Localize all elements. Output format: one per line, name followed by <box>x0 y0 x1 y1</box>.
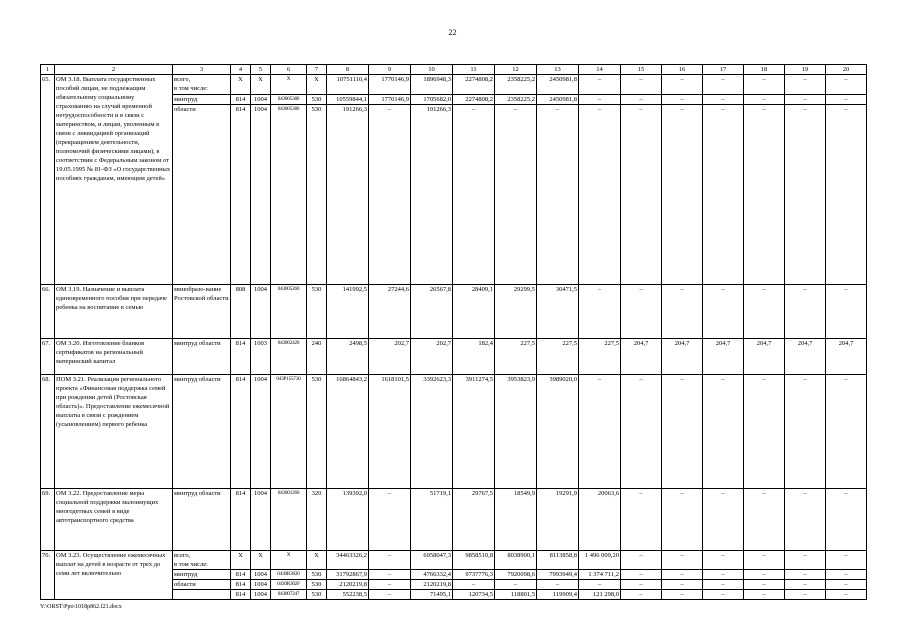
table-cell: – <box>369 489 411 551</box>
table-cell: – <box>621 489 662 551</box>
column-header: 20 <box>826 65 867 75</box>
column-header: 2 <box>55 65 173 75</box>
table-cell: 043005380 <box>271 105 307 285</box>
table-cell: – <box>744 551 785 570</box>
table-cell: 2450981,8 <box>537 75 579 95</box>
table-cell: 1 374 711,2 <box>579 570 621 580</box>
table-cell: 530 <box>307 105 327 285</box>
table-cell: – <box>662 551 703 570</box>
table-cell: 27244,6 <box>369 285 411 339</box>
executor-cell: области <box>173 105 231 285</box>
table-cell: 1004 <box>251 285 271 339</box>
table-cell: 814 <box>231 489 251 551</box>
column-header: 6 <box>271 65 307 75</box>
column-header: 4 <box>231 65 251 75</box>
table-cell: 31792867,9 <box>327 570 369 580</box>
column-header: 19 <box>785 65 826 75</box>
table-cell: – <box>662 570 703 580</box>
table-cell: 2358225,2 <box>495 75 537 95</box>
column-header: 13 <box>537 65 579 75</box>
table-cell: – <box>621 75 662 95</box>
table-cell: – <box>703 95 744 105</box>
table-cell: 2120219,8 <box>411 580 453 590</box>
table-cell: – <box>369 570 411 580</box>
table-cell: – <box>662 105 703 285</box>
table-cell: 204,7 <box>662 339 703 375</box>
table-cell: – <box>369 590 411 600</box>
table-cell: – <box>703 489 744 551</box>
table-cell: 530 <box>307 580 327 590</box>
table-cell: 530 <box>307 570 327 580</box>
table-cell: 2120219,8 <box>327 580 369 590</box>
table-cell: – <box>785 551 826 570</box>
table-cell: 1004 <box>251 489 271 551</box>
table-cell: 120734,5 <box>453 590 495 600</box>
table-cell: – <box>703 580 744 590</box>
executor-cell: минтруд <box>173 95 231 105</box>
table-cell: – <box>703 105 744 285</box>
table-cell: Х <box>231 75 251 95</box>
table-cell: – <box>579 95 621 105</box>
table-cell: – <box>785 489 826 551</box>
table-cell: 204,7 <box>744 339 785 375</box>
table-row <box>41 285 867 339</box>
table-cell: – <box>744 590 785 600</box>
table-row <box>41 551 867 570</box>
table-cell: – <box>662 375 703 489</box>
table-cell: 1004 <box>251 590 271 600</box>
table-cell: 139392,0 <box>327 489 369 551</box>
table-cell: 530 <box>307 285 327 339</box>
table-cell: – <box>826 75 867 95</box>
table-cell: 29299,5 <box>495 285 537 339</box>
table-cell: – <box>537 580 579 590</box>
column-header: 10 <box>411 65 453 75</box>
table-cell: 2450981,8 <box>537 95 579 105</box>
column-header: 9 <box>369 65 411 75</box>
row-name: ОМ 3.23. Осуществление ежемесячных выплат на детей в возрасте от трех до семи лет включительно <box>55 551 173 600</box>
table-cell: 10751110,4 <box>327 75 369 95</box>
table-cell: 1896948,3 <box>411 75 453 95</box>
table-cell: 2274808,2 <box>453 75 495 95</box>
table-cell: 1004 <box>251 375 271 489</box>
table-cell: 1618101,5 <box>369 375 411 489</box>
table-row <box>41 75 867 95</box>
table-cell: – <box>826 580 867 590</box>
table-cell: 34463326,2 <box>327 551 369 570</box>
table-cell: 1004 <box>251 95 271 105</box>
footer-path: Y:\ORST\Ppo\1018p862.f21.docx <box>40 604 122 610</box>
table-cell: 7920098,6 <box>495 570 537 580</box>
table-cell: 1770146,9 <box>369 95 411 105</box>
table-cell: 10559844,1 <box>327 95 369 105</box>
column-header: 3 <box>173 65 231 75</box>
executor-cell: минтруд области <box>173 375 231 489</box>
table-cell: 0430R3020 <box>271 570 307 580</box>
table-cell: – <box>785 375 826 489</box>
table-cell: 043007247 <box>271 590 307 600</box>
table-cell: Х <box>271 75 307 95</box>
table-cell: 6958047,3 <box>411 551 453 570</box>
table-cell: Х <box>231 551 251 570</box>
table-cell: – <box>453 580 495 590</box>
table-cell: 204,7 <box>621 339 662 375</box>
table-cell: 204,7 <box>703 339 744 375</box>
table-cell: 227,5 <box>537 339 579 375</box>
table-cell: – <box>621 375 662 489</box>
table-cell: 204,7 <box>826 339 867 375</box>
table-cell: – <box>826 590 867 600</box>
column-header: 15 <box>621 65 662 75</box>
table-cell: 043001260 <box>271 489 307 551</box>
table-cell: 552238,5 <box>327 590 369 600</box>
table-cell: 51719,1 <box>411 489 453 551</box>
table-cell: – <box>662 580 703 590</box>
table-cell: 814 <box>231 95 251 105</box>
table-cell: – <box>579 580 621 590</box>
column-header: 17 <box>703 65 744 75</box>
table-cell: – <box>369 580 411 590</box>
table-cell: 530 <box>307 375 327 489</box>
column-header: 1 <box>41 65 55 75</box>
table-cell: – <box>495 105 537 285</box>
table-cell: – <box>744 75 785 95</box>
table-cell: 119909,4 <box>537 590 579 600</box>
table-cell: 808 <box>231 285 251 339</box>
table-cell: 1003 <box>251 339 271 375</box>
table-cell: – <box>579 105 621 285</box>
table-cell: – <box>785 285 826 339</box>
table-cell: – <box>744 95 785 105</box>
column-header: 18 <box>744 65 785 75</box>
table-cell: 71495,1 <box>411 590 453 600</box>
table-cell: – <box>826 95 867 105</box>
table-cell: 9858510,8 <box>453 551 495 570</box>
table-cell: 141992,5 <box>327 285 369 339</box>
table-cell: – <box>495 580 537 590</box>
table-cell: – <box>785 75 826 95</box>
table-cell: 30471,5 <box>537 285 579 339</box>
table-cell: 814 <box>231 580 251 590</box>
table-cell: Х <box>251 551 271 570</box>
row-number: 70. <box>41 551 55 600</box>
table-cell: Х <box>271 551 307 570</box>
column-header: 12 <box>495 65 537 75</box>
table-cell: 20063,6 <box>579 489 621 551</box>
table-cell: 043P155730 <box>271 375 307 489</box>
table-cell: 121 298,0 <box>579 590 621 600</box>
row-number: 68. <box>41 375 55 489</box>
table-cell: 1004 <box>251 570 271 580</box>
table-cell: 29767,5 <box>453 489 495 551</box>
table-cell: – <box>703 375 744 489</box>
table-cell: – <box>621 570 662 580</box>
table-cell: 814 <box>231 590 251 600</box>
table-cell: – <box>662 590 703 600</box>
table-cell: – <box>453 105 495 285</box>
table-row <box>41 339 867 375</box>
table-cell: 043005380 <box>271 95 307 105</box>
row-name: ОМ 3.18. Выплата государственных пособий лицам, не подлежащим обязательному социальному страхованию на случай временной нетрудоспособности и в связи с материнством, и лицам, уволенным в связи с ликвидацией организаций (прекращением деятельности, полномочий физическими лицами), в соответствии с Федеральным законом от 19.05.1995 № 81-ФЗ «О государственных пособиях гражданам, имеющим детей» <box>55 75 173 285</box>
table-cell: – <box>826 551 867 570</box>
table-cell: 8038900,1 <box>495 551 537 570</box>
table-cell: 814 <box>231 375 251 489</box>
table-cell: – <box>785 105 826 285</box>
table-cell: 182,4 <box>453 339 495 375</box>
table-cell: Х <box>307 551 327 570</box>
table-cell: – <box>785 580 826 590</box>
table-cell: 18549,9 <box>495 489 537 551</box>
row-number: 66. <box>41 285 55 339</box>
executor-cell: минтруд области <box>173 489 231 551</box>
row-name: ОМ 3.19. Назначение и выплата единовременного пособия при передаче ребенка на воспитание в семью <box>55 285 173 339</box>
table-cell: 1 496 009,20 <box>579 551 621 570</box>
table-cell: 19291,9 <box>537 489 579 551</box>
table-cell: 191266,3 <box>411 105 453 285</box>
budget-table <box>40 64 867 600</box>
table-row <box>41 375 867 489</box>
table-cell: 26567,8 <box>411 285 453 339</box>
table-cell: – <box>621 95 662 105</box>
table-cell: 814 <box>231 105 251 285</box>
column-header: 8 <box>327 65 369 75</box>
table-cell: 530 <box>307 95 327 105</box>
table-cell: 2498,5 <box>327 339 369 375</box>
table-cell: – <box>744 580 785 590</box>
table-cell: – <box>744 375 785 489</box>
column-header: 11 <box>453 65 495 75</box>
table-cell: 3953823,9 <box>495 375 537 489</box>
page-number: 22 <box>448 28 457 37</box>
column-header: 14 <box>579 65 621 75</box>
table-cell: – <box>703 285 744 339</box>
table-cell: 202,7 <box>411 339 453 375</box>
table-cell: – <box>579 75 621 95</box>
table-cell: – <box>826 570 867 580</box>
table-cell: – <box>621 580 662 590</box>
table-cell: – <box>579 375 621 489</box>
table-cell: – <box>744 285 785 339</box>
table-cell: 814 <box>231 570 251 580</box>
executor-cell: минобразо-вание Ростовской области <box>173 285 231 339</box>
table-row <box>41 489 867 551</box>
table-cell: – <box>826 489 867 551</box>
executor-cell: всего, в том числе: <box>173 551 231 570</box>
table-cell: – <box>826 375 867 489</box>
table-cell: 3911274,5 <box>453 375 495 489</box>
table-cell: 814 <box>231 339 251 375</box>
table-cell: 202,7 <box>369 339 411 375</box>
column-header: 7 <box>307 65 327 75</box>
table-cell: 204,7 <box>785 339 826 375</box>
table-cell: – <box>662 75 703 95</box>
table-cell: 227,5 <box>495 339 537 375</box>
table-cell: 530 <box>307 590 327 600</box>
table-cell: – <box>621 105 662 285</box>
table-cell: 1770146,9 <box>369 75 411 95</box>
executor-cell: минтруд области <box>173 339 231 375</box>
table-cell: – <box>579 285 621 339</box>
table-cell: 3989020,0 <box>537 375 579 489</box>
table-cell: – <box>703 75 744 95</box>
executor-cell: всего, в том числе: <box>173 75 231 95</box>
table-cell: – <box>703 570 744 580</box>
table-cell: 043002420 <box>271 339 307 375</box>
table-cell: 043005260 <box>271 285 307 339</box>
table-cell: – <box>785 590 826 600</box>
table-cell: 16864843,2 <box>327 375 369 489</box>
table-cell: – <box>662 489 703 551</box>
row-name: ОМ 3.22. Предоставление меры социальной поддержки малоимущих многодетных семей в виде автотранспортного средства <box>55 489 173 551</box>
header-row <box>41 65 867 75</box>
table-cell: 227,5 <box>579 339 621 375</box>
table-cell: Х <box>251 75 271 95</box>
table-cell: 320 <box>307 489 327 551</box>
table-cell: – <box>826 105 867 285</box>
table-cell: – <box>703 590 744 600</box>
table-cell: 2358225,2 <box>495 95 537 105</box>
row-number: 67. <box>41 339 55 375</box>
table-cell: 118801,5 <box>495 590 537 600</box>
table-cell: 9737776,3 <box>453 570 495 580</box>
table-cell: – <box>369 105 411 285</box>
table-cell: – <box>785 570 826 580</box>
row-number: 69. <box>41 489 55 551</box>
table-cell: 2274808,2 <box>453 95 495 105</box>
table-cell: 1705682,0 <box>411 95 453 105</box>
table-cell: 4766332,4 <box>411 570 453 580</box>
table-cell: – <box>621 590 662 600</box>
executor-cell: области <box>173 580 231 590</box>
table-cell: – <box>621 551 662 570</box>
table-cell: – <box>703 551 744 570</box>
table-cell: – <box>621 285 662 339</box>
table-cell: – <box>744 489 785 551</box>
table-cell: – <box>537 105 579 285</box>
table-cell: – <box>369 551 411 570</box>
table-cell: 1004 <box>251 105 271 285</box>
row-name: ОМ 3.20. Изготовление бланков сертификатов на региональный материнский капитал <box>55 339 173 375</box>
table-cell: 191266,3 <box>327 105 369 285</box>
column-header: 5 <box>251 65 271 75</box>
table-cell: 240 <box>307 339 327 375</box>
table-cell: 7993949,4 <box>537 570 579 580</box>
executor-cell: минтруд <box>173 570 231 580</box>
table-cell: 28409,1 <box>453 285 495 339</box>
executor-cell <box>173 590 231 600</box>
row-name: ПОМ 3.21. Реализация регионального проекта «Финансовая поддержка семей при рождении детей (Ростовская область)». Предоставление ежемесячной выплаты в связи с рождением (усыновлением) первого ребенка <box>55 375 173 489</box>
row-number: 65. <box>41 75 55 285</box>
table-cell: 8113858,8 <box>537 551 579 570</box>
table-cell: 3392623,3 <box>411 375 453 489</box>
table-cell: – <box>662 285 703 339</box>
table-cell: – <box>744 570 785 580</box>
table-cell: – <box>744 105 785 285</box>
column-header: 16 <box>662 65 703 75</box>
table-cell: – <box>662 95 703 105</box>
table-cell: – <box>785 95 826 105</box>
table-cell: – <box>826 285 867 339</box>
table-cell: 0430R302F <box>271 580 307 590</box>
table-cell: Х <box>307 75 327 95</box>
table-cell: 1004 <box>251 580 271 590</box>
